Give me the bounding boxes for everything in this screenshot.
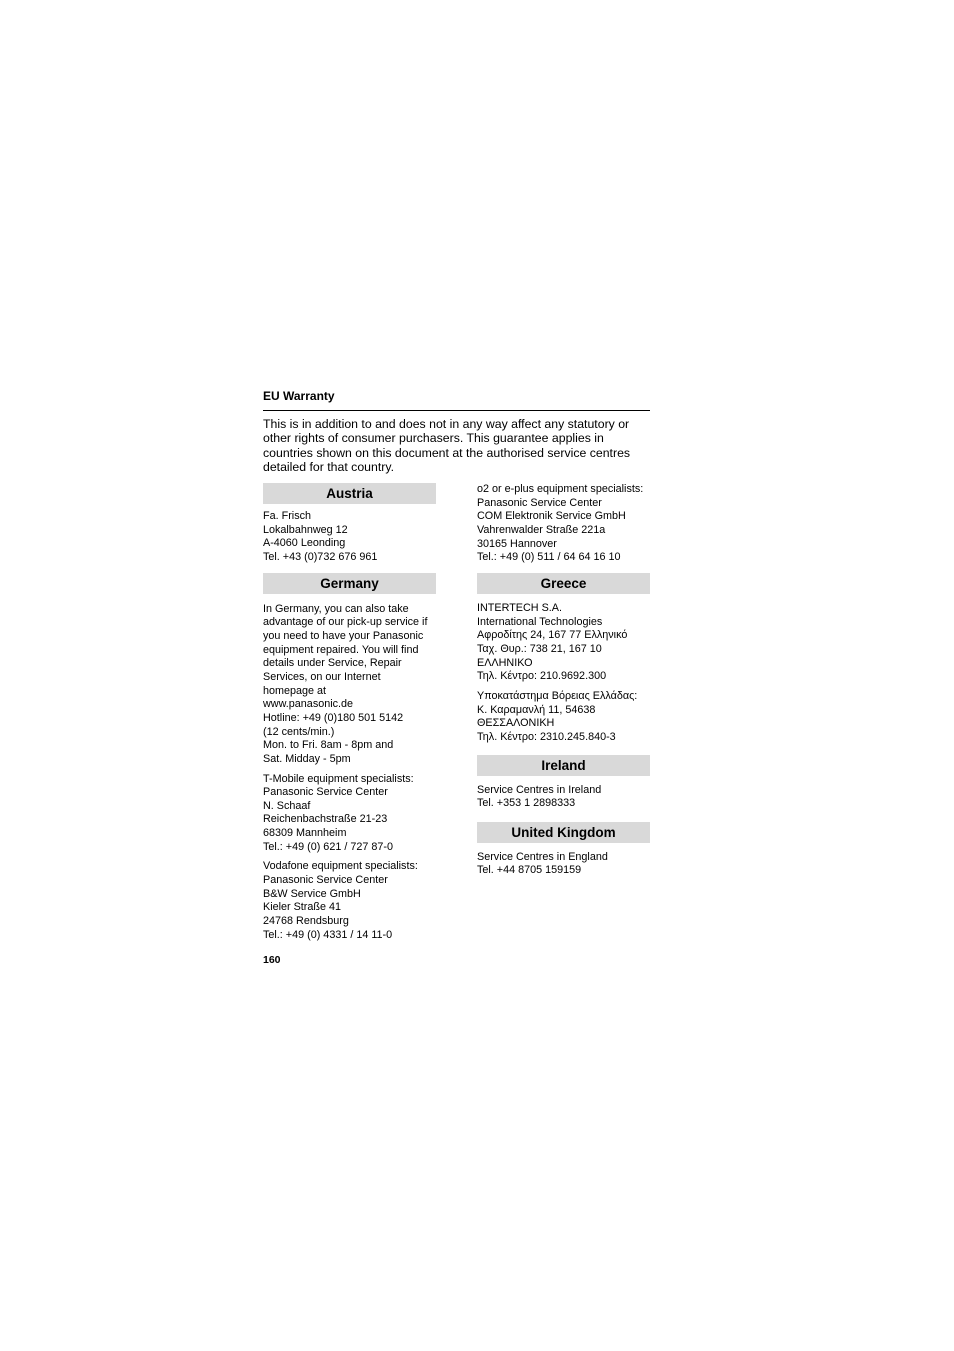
address-line: o2 or e-plus equipment specialists: xyxy=(477,483,644,495)
address-line: Vahrenwalder Straße 221a xyxy=(477,523,606,536)
address-line: Tel. +353 1 2898333 xyxy=(477,797,576,810)
address-line: Service Centres in England xyxy=(477,850,608,863)
address-line: Tel.: +49 (0) 621 / 727 87-0 xyxy=(263,840,393,853)
text-line: www.panasonic.de xyxy=(263,698,354,711)
section-heading-united-kingdom: United Kingdom xyxy=(477,822,650,843)
text-line: you need to have your Panasonic xyxy=(263,629,424,642)
greece-intertech-address xyxy=(477,602,650,684)
address-line: Service Centres in Ireland xyxy=(477,783,602,796)
austria-address xyxy=(263,510,436,565)
text-line: advantage of our pick-up service if xyxy=(263,616,428,629)
page-number: 160 xyxy=(263,954,281,966)
address-line: Vodafone equipment specialists: xyxy=(263,860,418,873)
address-line: 68309 Mannheim xyxy=(263,827,347,840)
address-line: Panasonic Service Center xyxy=(477,496,602,509)
address-line: Τηλ. Κέντρο: 210.9692.300 xyxy=(477,670,607,683)
text-line: Mon. to Fri. 8am - 8pm and xyxy=(263,739,394,752)
address-line: Kieler Straße 41 xyxy=(263,901,342,914)
text-line: Sat. Midday - 5pm xyxy=(263,752,351,765)
address-line: Ταχ. Θυρ.: 738 21, 167 10 xyxy=(477,642,602,655)
intro-paragraph: This is in addition to and does not in any way affect any statutory or other rights of consumer purchasers. This guarantee applies in countries shown on this document at the authorised service centres detailed for that country. xyxy=(263,417,631,475)
text-line: homepage at xyxy=(263,684,327,697)
text-line: details under Service, Repair xyxy=(263,657,402,670)
address-line: Tel.: +49 (0) 4331 / 14 11-0 xyxy=(263,928,393,941)
address-line: Υποκατάστημα Βόρειας Ελλάδας: xyxy=(477,689,638,702)
ireland-service-info xyxy=(477,784,650,811)
address-line: Panasonic Service Center xyxy=(263,874,388,887)
header-rule xyxy=(263,410,650,411)
address-line: Τηλ. Κέντρο: 2310.245.840-3 xyxy=(477,730,616,743)
address-line: 30165 Hannover xyxy=(477,537,557,550)
uk-service-info xyxy=(477,851,650,878)
address-line: ΘΕΣΣΑΛΟΝΙΚΗ xyxy=(477,717,555,730)
address-line: T-Mobile equipment specialists: xyxy=(263,772,414,785)
address-line: INTERTECH S.A. xyxy=(477,601,562,614)
section-heading-austria: Austria xyxy=(263,483,436,504)
text-line: (12 cents/min.) xyxy=(263,725,335,738)
text-line: Services, on our Internet xyxy=(263,670,381,683)
address-line: Tel. +44 8705 159159 xyxy=(477,864,582,877)
section-heading-ireland: Ireland xyxy=(477,755,650,776)
address-line: B&W Service GmbH xyxy=(263,887,361,900)
section-heading-germany: Germany xyxy=(263,573,436,594)
address-line: 24768 Rendsburg xyxy=(263,915,349,928)
address-line: Fa. Frisch xyxy=(263,510,311,522)
address-line: Lokalbahnweg 12 xyxy=(263,523,348,536)
address-line: Tel.: +49 (0) 511 / 64 64 16 10 xyxy=(477,551,621,564)
page-header xyxy=(263,389,650,411)
greece-north-branch-address xyxy=(477,690,650,745)
left-column xyxy=(263,483,436,948)
page-title: EU Warranty xyxy=(263,389,335,403)
address-line: International Technologies xyxy=(477,615,603,628)
text-line: Hotline: +49 (0)180 501 5142 xyxy=(263,711,404,724)
text-line: In Germany, you can also take xyxy=(263,602,409,615)
right-column xyxy=(477,483,650,884)
germany-tmobile-address xyxy=(263,773,436,855)
address-line: ΕΛΛΗΝΙΚΟ xyxy=(477,656,533,669)
address-line: Αφροδίτης 24, 167 77 Ελληνικό xyxy=(477,629,628,642)
section-heading-greece: Greece xyxy=(477,573,650,594)
address-line: N. Schaaf xyxy=(263,799,311,812)
address-line: A-4060 Leonding xyxy=(263,537,346,550)
address-line: Κ. Καραμανλή 11, 54638 xyxy=(477,703,596,716)
text-line: equipment repaired. You will find xyxy=(263,643,419,656)
germany-vodafone-address xyxy=(263,860,436,942)
germany-o2-address xyxy=(477,483,650,565)
address-line: Panasonic Service Center xyxy=(263,786,388,799)
address-line: COM Elektronik Service GmbH xyxy=(477,510,626,523)
germany-pickup-info xyxy=(263,603,436,767)
address-line: Reichenbachstraße 21-23 xyxy=(263,813,388,826)
address-line: Tel. +43 (0)732 676 961 xyxy=(263,550,378,563)
